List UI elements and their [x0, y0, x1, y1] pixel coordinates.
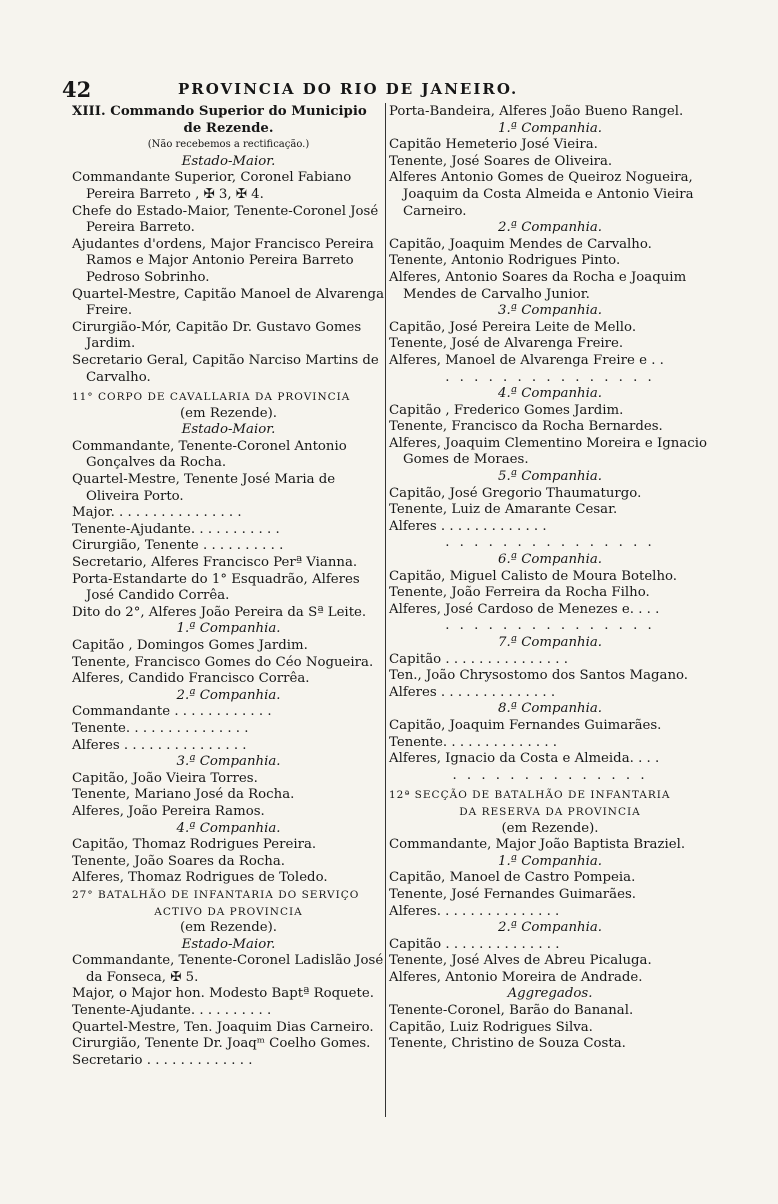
company-heading: 1.ª Companhia. [498, 853, 602, 869]
entry: Tenente-Ajudante. . . . . . . . . . [72, 1003, 272, 1019]
dot-leader: . . . . . . . . . . . . . . . [445, 618, 655, 634]
entry: Capitão , Domingos Gomes Jardim. [72, 638, 308, 653]
page-header: PROVINCIA DO RIO DE JANEIRO. [178, 80, 519, 98]
subheading: Estado-Maior. [181, 153, 276, 169]
entry: Tenente, José Soares de Oliveira. [389, 153, 613, 169]
entry: Capitão . . . . . . . . . . . . . . . [389, 651, 568, 667]
company-heading: 1.ª Companhia. [176, 621, 281, 637]
entry: Capitão . . . . . . . . . . . . . . [389, 936, 560, 952]
entry: Secretario, Alferes Francisco Perª Vianna. [72, 555, 358, 571]
right-column [389, 104, 711, 1053]
left-column [72, 104, 385, 1069]
entry: Porta-Bandeira, Alferes João Bueno Rangel. [389, 104, 684, 119]
company-heading: 2.ª Companhia. [498, 220, 602, 236]
entry: Tenente. . . . . . . . . . . . . . [389, 734, 558, 750]
company-heading: 4.ª Companhia. [498, 386, 602, 402]
company-heading: 8.ª Companhia. [498, 701, 602, 717]
entry: Porta-Estandarte do 1° Esquadrão, Alferes José Candido Corrêa. [72, 571, 360, 604]
entry: Quartel-Mestre, Capitão Manoel de Alvarenga Freire. [72, 286, 384, 319]
entry: Tenente, Christino de Souza Costa. [389, 1036, 626, 1052]
entry: Alferes. . . . . . . . . . . . . . . [389, 903, 560, 919]
entry: Tenente, José Fernandes Guimarães. [389, 886, 637, 902]
entry: Commandante, Tenente-Coronel Antonio Gonçalves da Rocha. [72, 438, 347, 471]
entry: Tenente, João Ferreira da Rocha Filho. [389, 585, 650, 601]
column-divider [385, 103, 386, 1117]
entry: Cirurgião, Tenente . . . . . . . . . . [72, 538, 284, 554]
company-heading: 3.ª Companhia. [498, 303, 602, 319]
company-heading: 7.ª Companhia. [498, 635, 602, 650]
section-title: XIII. Commando Superior do Municipio [72, 104, 367, 119]
company-heading: 4.ª Companhia. [176, 820, 281, 836]
entry: Tenente, José Alves de Abreu Picaluga. [389, 953, 652, 969]
company-heading: 2.ª Companhia. [176, 687, 281, 703]
entry: Ajudantes d'ordens, Major Francisco Pereira Ramos e Major Antonio Pereira Barreto Pedroso Sobrinho. [72, 236, 374, 285]
entry: Tenente-Coronel, Barão do Bananal. [389, 1003, 634, 1019]
company-heading: 1.ª Companhia. [498, 120, 602, 136]
entry: Alferes, Joaquim Clementino Moreira e Ignacio Gomes de Moraes. [389, 435, 707, 468]
location: (em Rezende). [179, 405, 277, 421]
section-title: 12ª SECÇÃO DE BATALHÃO DE INFANTARIA [389, 789, 671, 802]
entry: Alferes, Antonio Moreira de Andrade. [389, 969, 643, 985]
company-heading: 3.ª Companhia. [176, 754, 281, 770]
entry: Chefe do Estado-Maior, Tenente-Coronel José Pereira Barreto. [72, 203, 379, 236]
entry: Quartel-Mestre, Ten. Joaquim Dias Carneiro. [72, 1019, 374, 1035]
entry: Commandante . . . . . . . . . . . . [72, 704, 272, 720]
entry: Tenente, Luiz de Amarante Cesar. [389, 502, 618, 518]
company-heading: 5.ª Companhia. [498, 469, 602, 485]
entry: Capitão , Frederico Gomes Jardim. [389, 402, 624, 418]
entry: Capitão, João Vieira Torres. [72, 770, 258, 786]
note: (Não recebemos a rectificação.) [147, 139, 310, 151]
entry: Major, o Major hon. Modesto Baptª Roquete. [72, 986, 374, 1002]
entry: Tenente. . . . . . . . . . . . . . . [72, 720, 249, 736]
entry: Capitão, Manoel de Castro Pompeia. [389, 870, 636, 886]
entry: Tenente, José de Alvarenga Freire. [389, 336, 624, 352]
entry: Alferes, José Cardoso de Menezes e. . . . [389, 601, 660, 617]
entry: Alferes . . . . . . . . . . . . . . . [72, 737, 247, 753]
entry: Alferes, João Pereira Ramos. [72, 803, 265, 819]
dot-leader: . . . . . . . . . . . . . . [452, 767, 648, 783]
entry: Secretario Geral, Capitão Narciso Martins de Carvalho. [72, 352, 379, 385]
entry: Cirurgião, Tenente Dr. Joaqᵐ Coelho Gomes. [72, 1036, 371, 1052]
entry: Alferes, Manoel de Alvarenga Freire e . . [389, 352, 664, 368]
entry: Alferes, Thomaz Rodrigues de Toledo. [72, 870, 328, 886]
subheading: Estado-Maior. [181, 422, 276, 438]
dot-leader: . . . . . . . . . . . . . . . [445, 535, 655, 551]
entry: Alferes, Ignacio da Costa e Almeida. . . . [389, 751, 660, 767]
entry: Capitão, José Pereira Leite de Mello. [389, 319, 637, 335]
section-title: 27° BATALHÃO DE INFANTARIA DO SERVIÇO [72, 888, 360, 901]
entry: Major. . . . . . . . . . . . . . . . [72, 505, 242, 521]
entry: Alferes . . . . . . . . . . . . . . [389, 684, 556, 700]
entry: Capitão, José Gregorio Thaumaturgo. [389, 485, 642, 501]
entry: Tenente, João Soares da Rocha. [72, 853, 286, 869]
section-title-cont: ACTIVO DA PROVINCIA [154, 905, 303, 918]
subheading: Estado-Maior. [181, 936, 276, 952]
entry: Capitão, Thomaz Rodrigues Pereira. [72, 837, 317, 853]
dot-leader: . . . . . . . . . . . . . . . [445, 369, 655, 385]
location: (em Rezende). [501, 820, 599, 836]
entry: Quartel-Mestre, Tenente José Maria de Oliveira Porto. [72, 472, 336, 504]
entry: Tenente-Ajudante. . . . . . . . . . . [72, 521, 280, 537]
entry: Cirurgião-Mór, Capitão Dr. Gustavo Gomes Jardim. [72, 319, 362, 352]
entry: Alferes . . . . . . . . . . . . . [389, 518, 547, 534]
location: (em Rezende). [179, 920, 277, 936]
company-heading: 2.ª Companhia. [498, 920, 602, 936]
entry: Capitão, Miguel Calisto de Moura Botelho. [389, 568, 677, 584]
subheading: Aggregados. [507, 986, 593, 1002]
entry: Alferes, Antonio Soares da Rocha e Joaquim Mendes de Carvalho Junior. [389, 269, 687, 302]
entry: Capitão, Joaquim Fernandes Guimarães. [389, 717, 662, 733]
section-title: 11° CORPO DE CAVALLARIA DA PROVINCIA [72, 391, 351, 404]
entry: Capitão, Luiz Rodrigues Silva. [389, 1019, 593, 1035]
entry: Secretario . . . . . . . . . . . . . [72, 1052, 253, 1068]
entry: Capitão, Joaquim Mendes de Carvalho. [389, 236, 652, 252]
entry: Alferes, Candido Francisco Corrêa. [72, 671, 310, 687]
entry: Tenente, Mariano José da Rocha. [72, 787, 295, 803]
section-title-cont: de Rezende. [183, 120, 274, 136]
entry: Capitão Hemeterio José Vieira. [389, 137, 598, 153]
entry: Commandante, Tenente-Coronel Ladislão José da Fonseca, ✠ 5. [72, 953, 384, 985]
entry: Alferes Antonio Gomes de Queiroz Nogueira, Joaquim da Costa Almeida e Antonio Vieira Carneiro. [389, 170, 694, 219]
entry: Tenente, Francisco da Rocha Bernardes. [389, 419, 663, 435]
entry: Ten., João Chrysostomo dos Santos Magano. [389, 668, 689, 684]
entry: Commandante, Major João Baptista Braziel. [389, 837, 686, 853]
entry: Commandante Superior, Coronel Fabiano Pereira Barreto , ✠ 3, ✠ 4. [72, 170, 352, 202]
section-title-cont: DA RESERVA DA PROVINCIA [459, 805, 641, 818]
entry: Dito do 2°, Alferes João Pereira da Sª Leite. [72, 604, 367, 620]
company-heading: 6.ª Companhia. [498, 552, 602, 568]
entry: Tenente, Francisco Gomes do Céo Nogueira. [72, 654, 374, 670]
page-number: 42 [62, 77, 92, 102]
entry: Tenente, Antonio Rodrigues Pinto. [389, 253, 621, 269]
